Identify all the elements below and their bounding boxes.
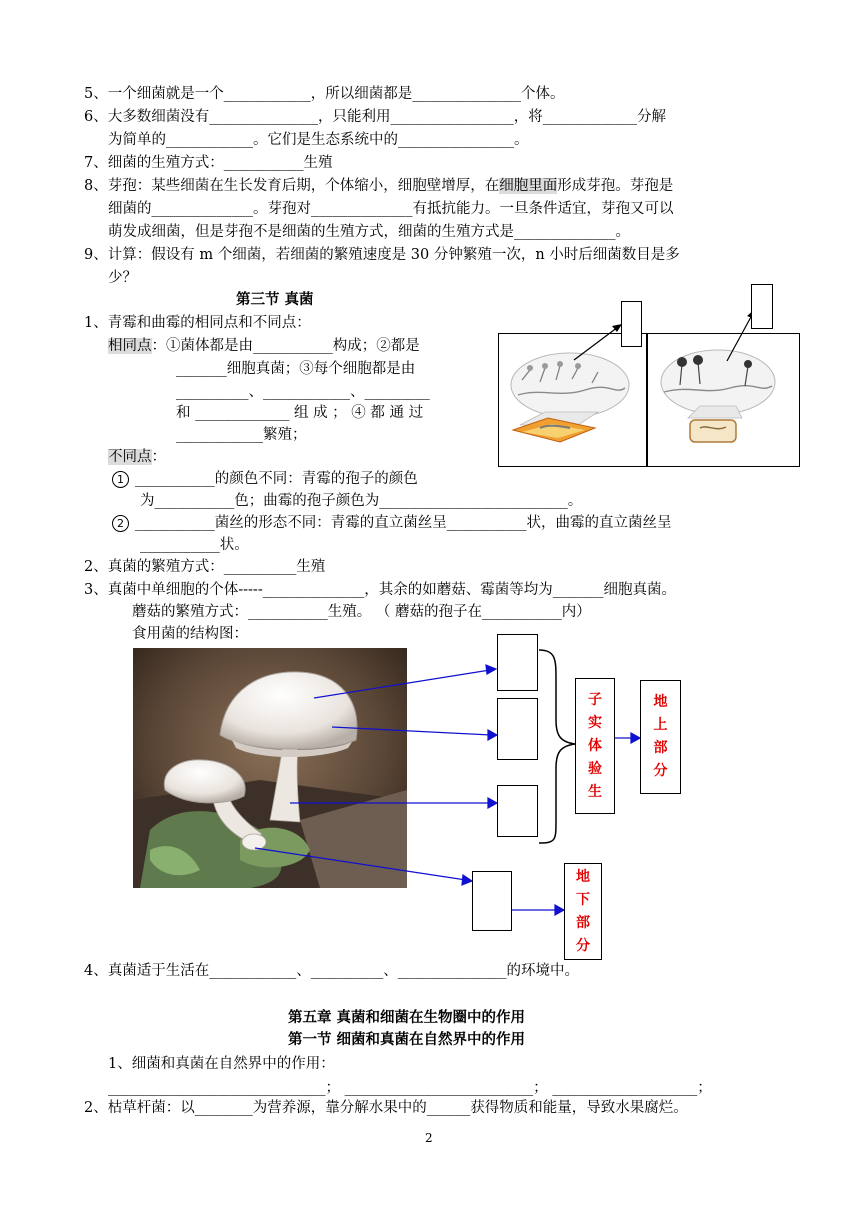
same-points-line-4: 和 _____________ 组 成 ； ④ 都 通 过 [176, 405, 424, 421]
same-points-label: 相同点 [108, 338, 152, 354]
cap-label-box[interactable] [497, 634, 538, 691]
diff-point-1-line-2: 为___________色；曲霉的孢子颜色为__________________________。 [140, 493, 583, 509]
highlighted-text: 细胞里面 [499, 178, 558, 194]
fungi-question-4: 4、真菌适于生活在____________、__________、_______________的环境中。 [84, 963, 579, 979]
mycelium-label-box[interactable] [472, 871, 512, 931]
question-7: 7、细菌的生殖方式：___________生殖 [84, 155, 333, 171]
fungi-question-2: 2、真菌的繁殖方式：__________生殖 [84, 559, 326, 575]
above-ground-label: 地上部分 [640, 680, 681, 794]
diff-point-1-line-1: 1 ___________的颜色不同：青霉的孢子的颜色 [112, 469, 418, 489]
role-question-1: 1、细菌和真菌在自然界中的作用： [108, 1056, 335, 1072]
gills-label-box[interactable] [497, 698, 538, 760]
question-9-line-1: 9、计算：假设有 m 个细菌，若细菌的繁殖速度是 30 分钟繁殖一次，n 小时后细菌数目是多 [84, 247, 680, 263]
circled-number-2: 2 [112, 515, 129, 532]
stalk-label-box[interactable] [497, 785, 538, 837]
role-question-1-blanks: ______________________________； __________________________； ____________________； [108, 1080, 712, 1096]
mushroom-reproduction: 蘑菇的繁殖方式：___________生殖。 （ 蘑菇的孢子在___________内） [132, 604, 591, 620]
question-8-line-1: 8、芽孢：某些细菌在生长发育后期，个体缩小，细胞壁增厚，在细胞里面形成芽孢。芽孢是 [84, 178, 674, 194]
question-8-line-3: 萌发成细菌，但是芽孢不是细菌的生殖方式，细菌的生殖方式是______________。 [108, 224, 630, 240]
fungi-question-3: 3、真菌中单细胞的个体-----______________，其余的如蘑菇、霉菌等均为_______细胞真菌。 [84, 582, 676, 598]
same-points-line-1: 相同点：①菌体都是由___________构成；②都是 [108, 338, 420, 354]
page-number: 2 [425, 1131, 433, 1145]
section-1-title: 第一节 细菌和真菌在自然界中的作用 [288, 1031, 526, 1048]
role-question-2: 2、枯草杆菌：以________为营养源，靠分解水果中的______获得物质和能量，导致水果腐烂。 [84, 1100, 688, 1116]
chapter-5-title: 第五章 真菌和细菌在生物圈中的作用 [288, 1009, 526, 1026]
diff-point-2-line-2: ___________状。 [140, 537, 249, 553]
same-points-line-3: __________、____________、_________ [176, 384, 430, 400]
question-8-line-2: 细菌的______________。芽孢对______________有抵抗能力。一旦条件适宜，芽孢又可以 [108, 201, 674, 217]
diff-point-2-line-1: 2 ___________菌丝的形态不同：青霉的直立菌丝呈___________状，曲霉的直立菌丝呈 [112, 513, 672, 533]
same-points-line-2: _______细胞真菌；③每个细胞都是由 [176, 361, 416, 377]
question-5: 5、一个细菌就是一个____________，所以细菌都是_______________个体。 [84, 86, 565, 102]
mushroom-structure-caption: 食用菌的结构图： [132, 626, 248, 642]
question-6-line-2: 为简单的____________。它们是生态系统中的________________。 [108, 132, 529, 148]
fruit-body-label: 子实体验生 [575, 678, 615, 814]
same-points-line-5: ____________繁殖； [176, 427, 307, 443]
grouping-brace [539, 650, 575, 843]
circled-number-1: 1 [112, 471, 129, 488]
diff-points-heading: 不同点： [108, 449, 166, 465]
diff-points-label: 不同点 [108, 449, 152, 465]
below-ground-label: 地下部分 [564, 863, 602, 960]
section-3-title: 第三节 真菌 [236, 291, 314, 308]
fungi-question-1: 1、青霉和曲霉的相同点和不同点： [84, 315, 311, 331]
question-9-line-2: 少？ [108, 270, 137, 286]
question-6-line-1: 6、大多数细菌没有_______________，只能利用_________________，将_____________分解 [84, 109, 666, 125]
